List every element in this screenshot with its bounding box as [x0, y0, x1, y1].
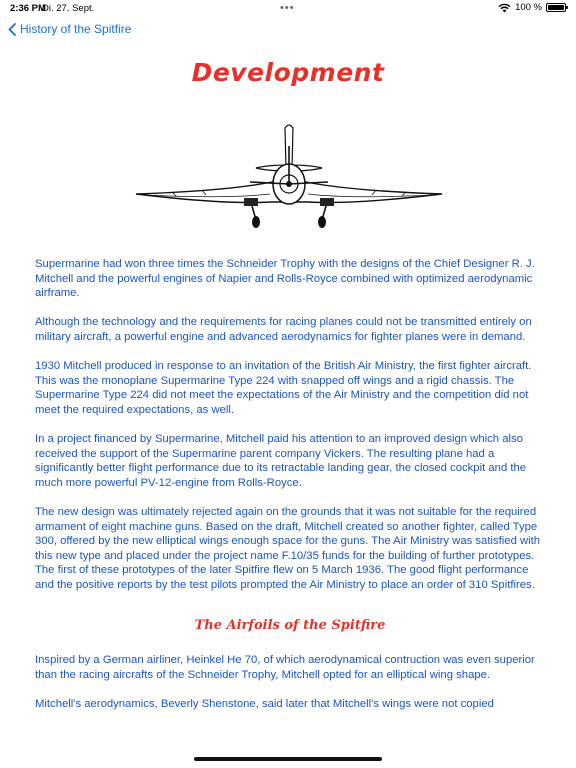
battery-icon: [546, 3, 566, 12]
paragraph: 1930 Mitchell produced in response to an invitation of the British Air Ministry, the first fighter aircraft. This was the monoplane Supermarine Type 224 with snapped off wings and a rigid chassis. The Supermarine Type 224 did not meet the expectations of the Air Ministry and the competition did not meet the required expectations, as well.: [35, 360, 532, 416]
scroll-fade: [0, 740, 576, 768]
battery-percentage: 100 %: [515, 2, 542, 13]
status-bar: [0, 0, 576, 16]
chevron-left-icon: [8, 23, 16, 36]
page-title: Development: [191, 58, 385, 87]
battery-fill: [548, 5, 564, 10]
status-time: 2:36 PM: [10, 3, 46, 14]
paragraph: Supermarine had won three times the Schneider Trophy with the designs of the Chief Designer R. J. Mitchell and the powerful engines of Napier and Rolls-Royce combined with optimized aerodynamic airframe.: [35, 258, 535, 300]
paragraph: Although the technology and the requirements for racing planes could not be transmitted entirely on military aircraft, a powerful engine and advanced aerodynamics for fighter planes were in demand.: [35, 316, 532, 343]
back-button-label: History of the Spitfire: [20, 22, 132, 36]
article-content: [35, 257, 545, 726]
home-indicator[interactable]: [194, 757, 382, 761]
paragraph: Inspired by a German airliner, Heinkel He 70, of which aerodynamical contruction was even superior than the racing aircrafts of the Schneider Trophy, Mitchell opted for an elliptical wing shape.: [35, 654, 535, 681]
paragraph: Mitchell's aerodynamics, Beverly Shenstone, said later that Mitchell's wings were not copied: [35, 698, 494, 711]
multitasking-dots-icon[interactable]: •••: [280, 2, 295, 14]
spitfire-illustration: [132, 122, 446, 232]
status-right: [498, 2, 566, 13]
paragraph: The new design was ultimately rejected again on the grounds that it was not suitable for the required armament of eight machine guns. Based on the draft, Mitchell created so another fighter, called Type 300, offered by the new elliptical wings enough space for the guns. The Air Ministry was satisfied with this new type and placed under the project name F.10/35 funds for the building of further prototypes. The first of these prototypes of the later Spitfire flew on 5 March 1936. The good flight performance and the positive reports by the test pilots prompted the Air Ministry to place an order of 310 Spitfires.: [35, 506, 541, 592]
back-button[interactable]: [8, 22, 131, 36]
section-title: The Airfoils of the Spitfire: [194, 617, 386, 633]
paragraph: In a project financed by Supermarine, Mitchell paid his attention to an improved design which also received the support of the Supermarine parent company Vickers. The resulting plane had a significantly better flight performance due to its retractable landing gear, the closed cockpit and the much more powerful PV-12-engine from Rolls-Royce.: [35, 433, 527, 489]
status-date: Di. 27. Sept.: [42, 3, 95, 14]
wifi-icon: [498, 3, 511, 13]
